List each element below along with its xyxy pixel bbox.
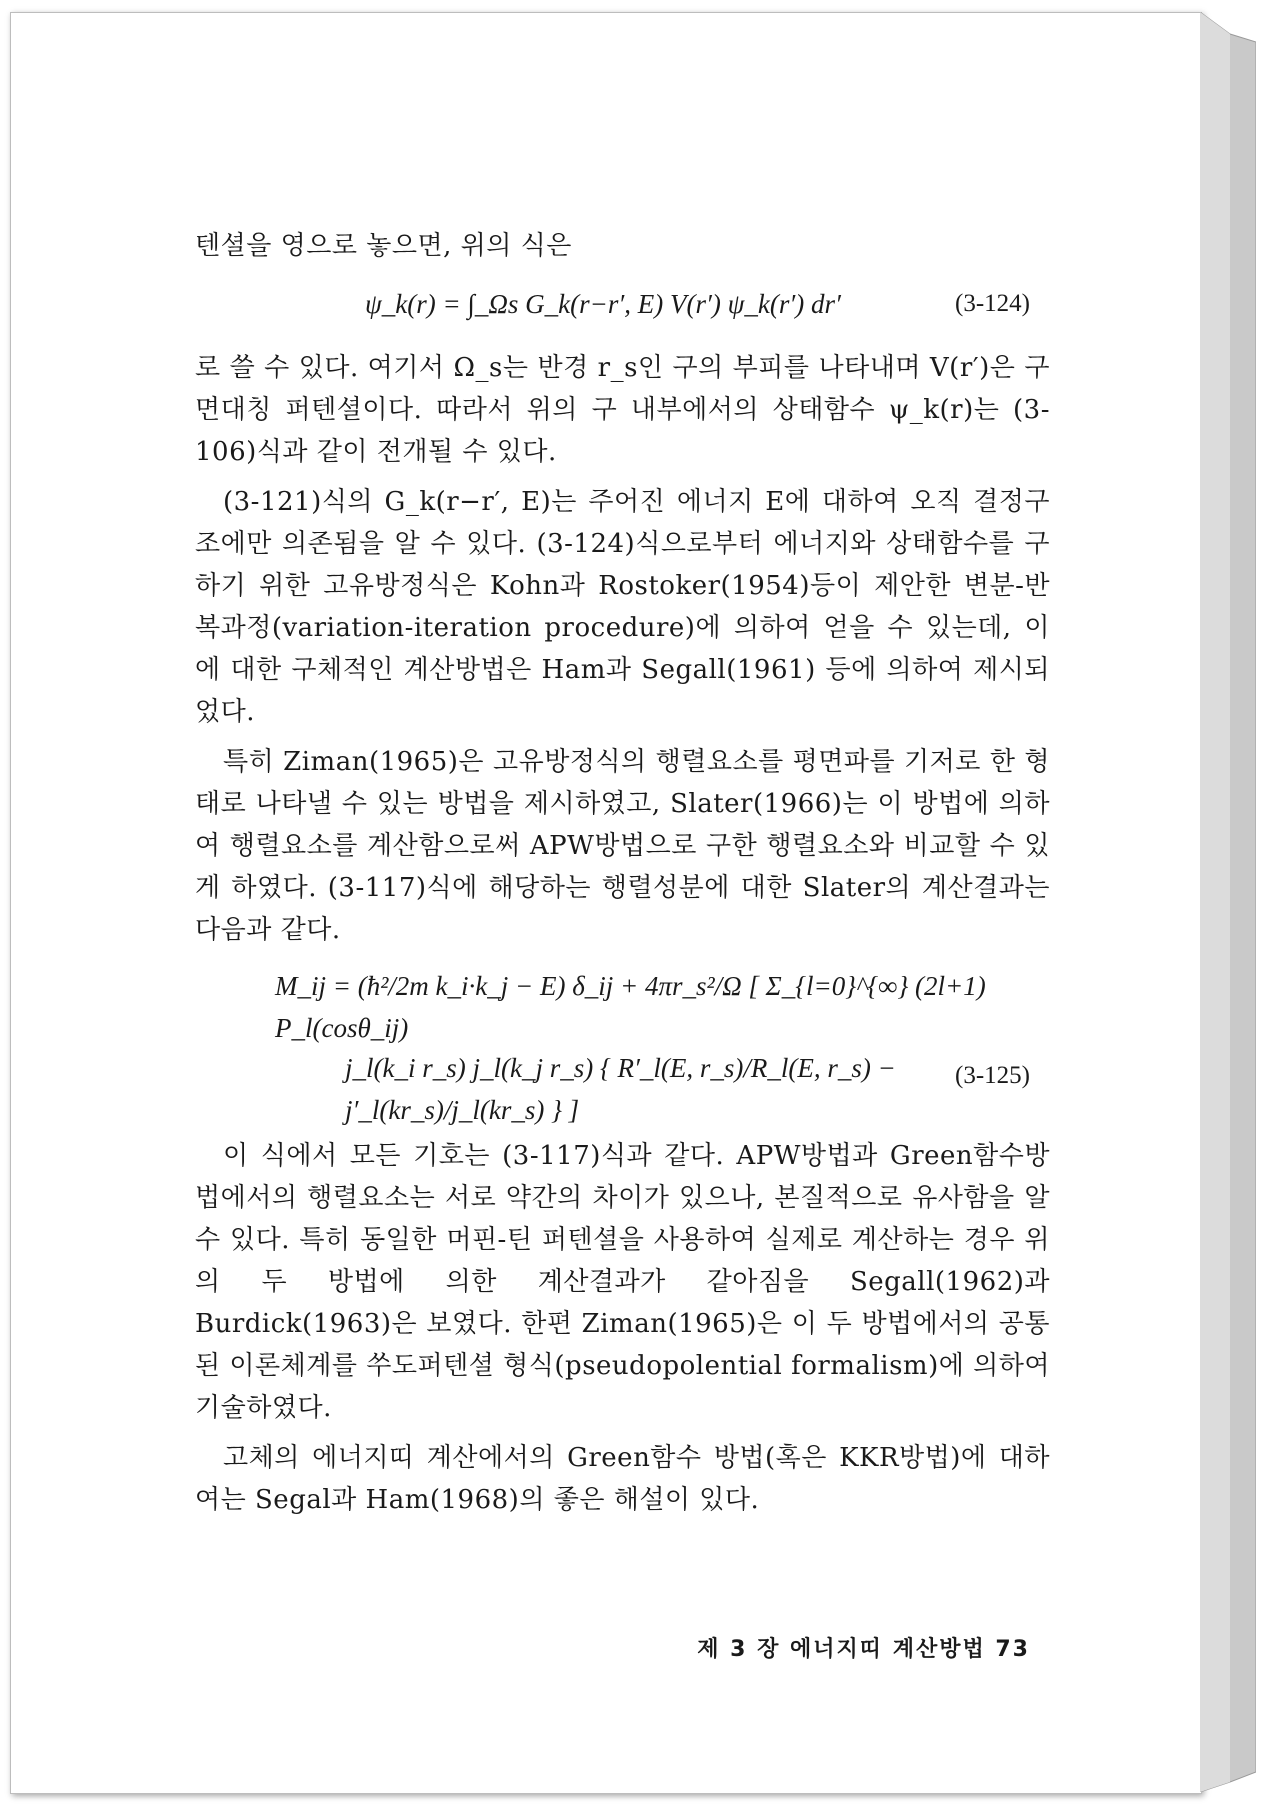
equation-3-125 (195, 955, 1050, 1125)
paragraph-2: (3-121)식의 G_k(r−r′, E)는 주어진 에너지 E에 대하여 오직 결정구조에만 의존됨을 알 수 있다. (3-124)식으로부터 에너지와 상태함수를 구하기 위한 고유방정식은 Kohn과 Rostoker(1954)등이 제안한 변분-반복과정(variation-iteration procedure)에 의하여 얻을 수 있는데, 이에 대한 구체적인 계산방법은 Ham과 Segall(1961) 등에 의하여 제시되었다. (195, 487, 1050, 727)
paragraph-1: 로 쓸 수 있다. 여기서 Ω_s는 반경 r_s인 구의 부피를 나타내며 V(r′)은 구면대칭 퍼텐셜이다. 따라서 위의 구 내부에서의 상태함수 ψ_k(r)는 (3-106)식과 같이 전개될 수 있다. (195, 353, 1050, 467)
paragraph-5: 고체의 에너지띠 계산에서의 Green함수 방법(혹은 KKR방법)에 대하여는 Segal과 Ham(1968)의 좋은 해설이 있다. (195, 1443, 1050, 1515)
page-edge-decoration (1200, 12, 1256, 1792)
equation-number: (3-124) (955, 290, 1030, 317)
equation-3-124 (195, 277, 1050, 335)
equation-body: ψ_k(r) = ∫_Ωs G_k(r−r′, E) V(r′) ψ_k(r′) dr′ (365, 289, 841, 319)
page-content (195, 225, 1050, 1521)
paragraph-intro: 텐셜을 영으로 놓으면, 위의 식은 (195, 231, 572, 261)
paragraph-4: 이 식에서 모든 기호는 (3-117)식과 같다. APW방법과 Green함수방법에서의 행렬요소는 서로 약간의 차이가 있으나, 본질적으로 유사함을 알 수 있다. 특히 동일한 머핀-틴 퍼텐셜을 사용하여 실제로 계산하는 경우 위의 두 방법에 의한 계산결과가 같아짐을 Segall(1962)과 Burdick(1963)은 보였다. 한편 Ziman(1965)은 이 두 방법에서의 공통된 이론체계를 쑤도퍼텐셜 형식(pseudopolential formalism)에 의하여 기술하였다. (195, 1141, 1050, 1423)
equation-line-2: j_l(k_i r_s) j_l(k_j r_s) { R′_l(E, r_s)/R_l(E, r_s) − j′_l(kr_s)/j_l(kr_s) } ] (345, 1053, 896, 1125)
equation-line-1: M_ij = (ħ²/2m k_i·k_j − E) δ_ij + 4πr_s²/Ω [ Σ_{l=0}^{∞} (2l+1) P_l(cosθ_ij) (275, 971, 986, 1043)
paragraph-3: 특히 Ziman(1965)은 고유방정식의 행렬요소를 평면파를 기저로 한 형태로 나타낼 수 있는 방법을 제시하였고, Slater(1966)는 이 방법에 의하여 행렬요소를 계산함으로써 APW방법으로 구한 행렬요소와 비교할 수 있게 하였다. (3-117)식에 해당하는 행렬성분에 대한 Slater의 계산결과는 다음과 같다. (195, 747, 1050, 945)
page-footer: 제 3 장 에너지띠 계산방법 73 (697, 1637, 1030, 1662)
equation-number: (3-125) (955, 1062, 1030, 1089)
